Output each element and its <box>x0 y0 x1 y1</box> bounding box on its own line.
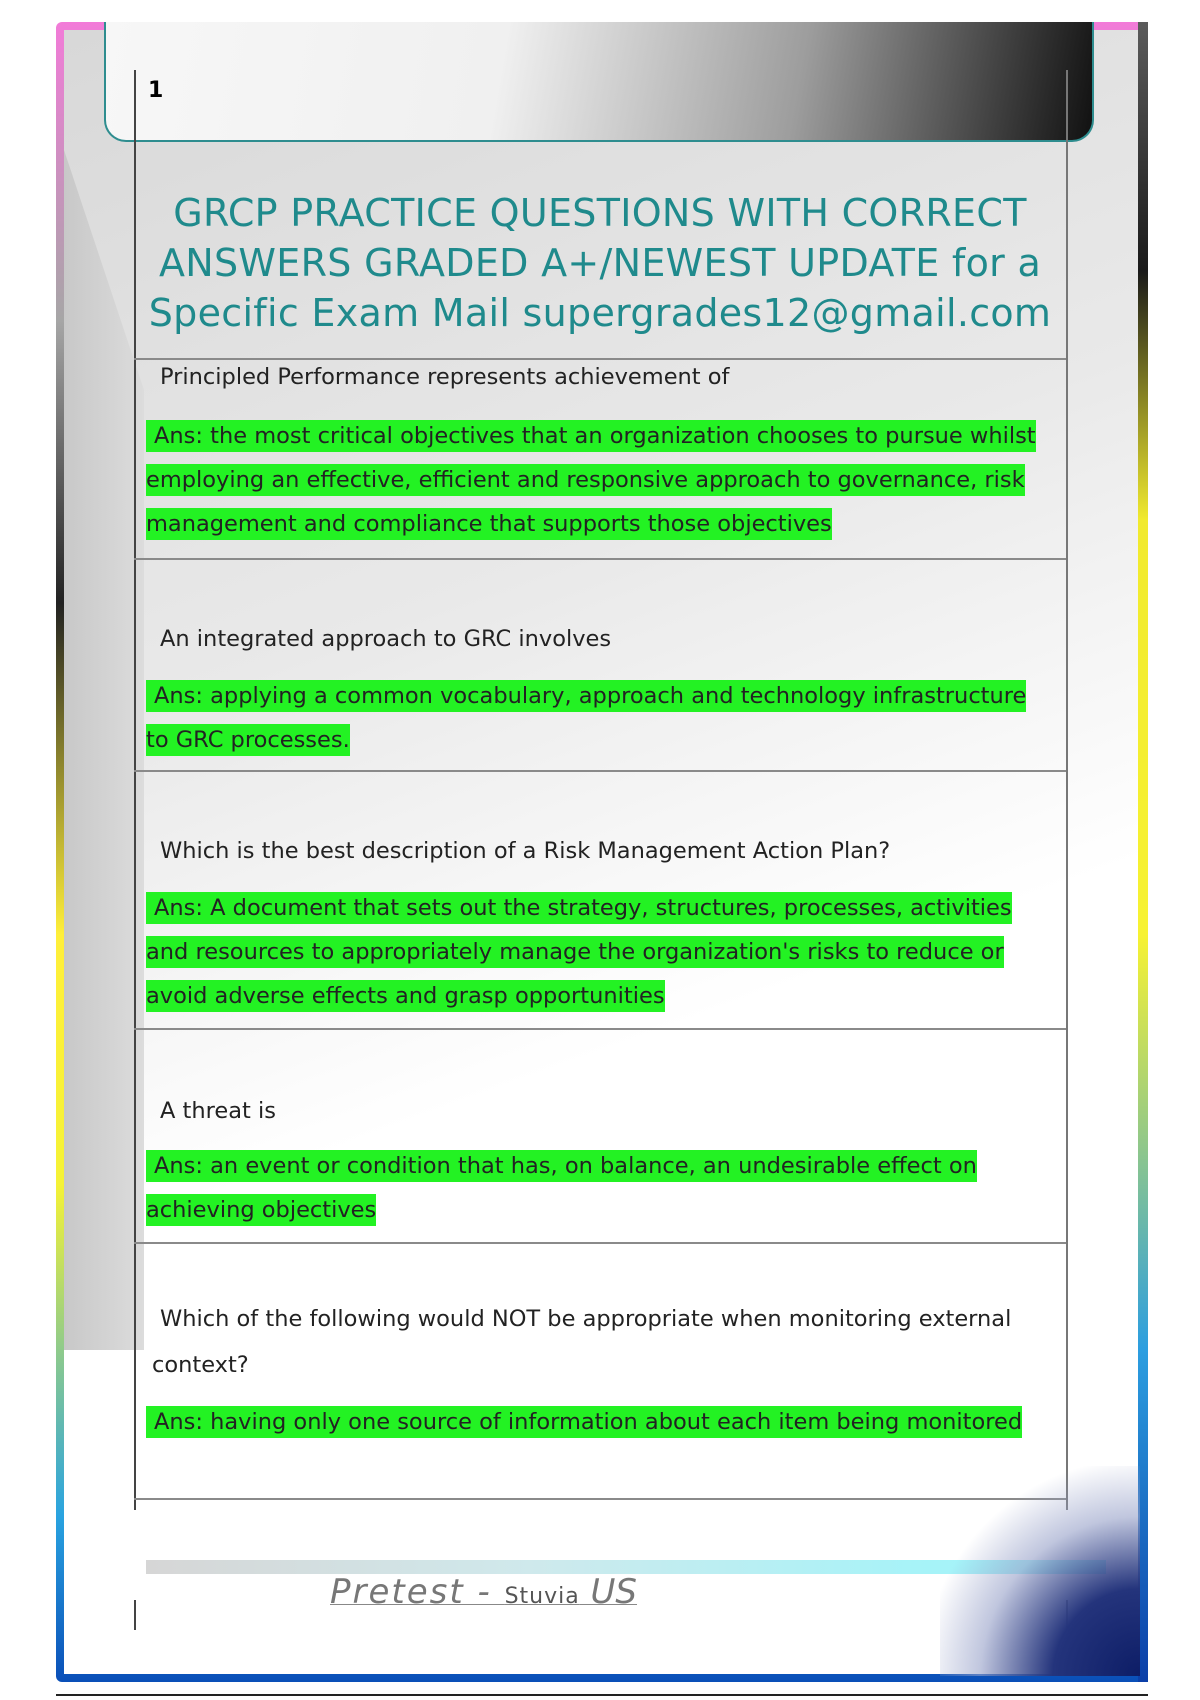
qa-row <box>134 558 1066 770</box>
answer-label: Ans: <box>154 1409 203 1435</box>
qa-row <box>134 1028 1066 1242</box>
question-text: A threat is <box>160 1098 276 1124</box>
footer-watermark: Pretest - Stuvia US <box>330 1572 638 1612</box>
question-text: An integrated approach to GRC involves <box>160 626 612 652</box>
header-tab <box>104 22 1094 142</box>
footer-tick-left <box>134 1600 136 1630</box>
answer-label: Ans: <box>154 683 203 709</box>
table-right-rule <box>1066 70 1068 1510</box>
answer-text: Ans: A document that sets out the strategy, structures, processes, activities and resources to appropriately manage the organization's risks to reduce or avoid adverse effects and grasp opportunities <box>146 886 1054 1018</box>
qa-row <box>134 358 1066 558</box>
decorative-wedge <box>64 150 144 1350</box>
answer-text: Ans: having only one source of information about each item being monitored <box>146 1400 1054 1444</box>
page-bottom-line <box>56 1694 1148 1696</box>
answer-label: Ans: <box>154 423 203 449</box>
question-text: Which of the following would NOT be appropriate when monitoring external context? <box>152 1306 1012 1378</box>
answer-text: Ans: the most critical objectives that an organization chooses to pursue whilst employing an effective, efficient and responsive approach to governance, risk management and compliance that supports those objectives <box>146 414 1054 546</box>
answer-label: Ans: <box>154 895 203 921</box>
document-title: GRCP PRACTICE QUESTIONS WITH CORRECT ANSWERS GRADED A+/NEWEST UPDATE for a Specific Exam Mail supergrades12@gmail.com <box>148 191 1052 335</box>
qa-row <box>134 770 1066 1028</box>
answer-text: Ans: applying a common vocabulary, approach and technology infrastructure to GRC processes. <box>146 674 1054 762</box>
question-text: Principled Performance represents achievement of <box>160 364 730 390</box>
page-number: 1 <box>148 78 164 103</box>
answer-text: Ans: an event or condition that has, on balance, an undesirable effect on achieving objectives <box>146 1144 1054 1232</box>
qa-row <box>134 1242 1066 1500</box>
corner-shade <box>940 1466 1140 1676</box>
answer-label: Ans: <box>154 1153 203 1179</box>
question-text: Which is the best description of a Risk Management Action Plan? <box>160 838 891 864</box>
